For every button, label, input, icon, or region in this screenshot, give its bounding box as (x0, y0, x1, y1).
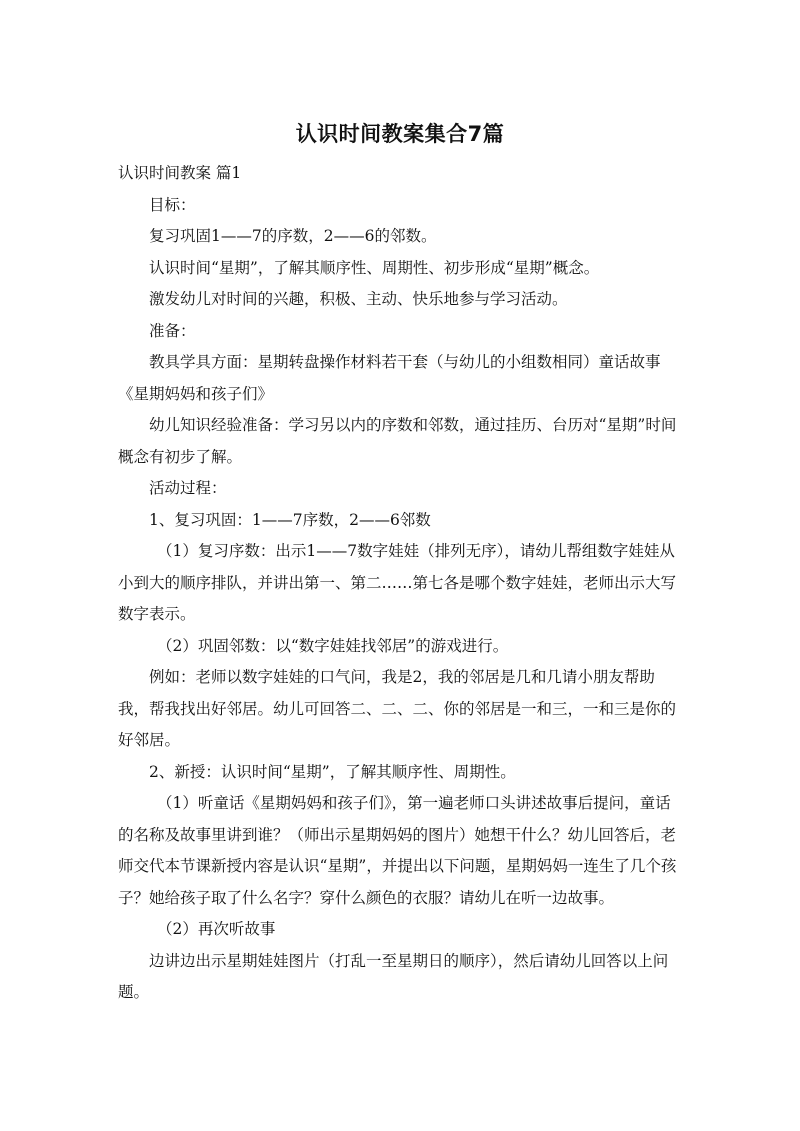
paragraph: 认识时间“星期”，了解其顺序性、周期性、初步形成“星期”概念。 (149, 258, 600, 277)
paragraph: 活动过程： (149, 479, 227, 497)
section-heading: 认识时间教案 篇1 (118, 164, 242, 182)
paragraph: 边讲边出示星期娃娃图片（打乱一至星期日的顺序），然后请幼儿回答以上问题。 (118, 951, 669, 1001)
paragraph: （1）听童话《星期妈妈和孩子们》，第一遍老师口头讲述故事后提问，童话的名称及故事里讲到谁？（师出示星期妈妈的图片）她想干什么？幼儿回答后，老师交代本节课新授内容是认识“星期”，并提出以下问题，星期妈妈一连生了几个孩子？她给孩子取了什么名字？穿什么颜色的衣服？请幼儿在听一边故事。 (118, 794, 677, 907)
document-body (118, 158, 678, 1009)
paragraph: 目标： (149, 195, 196, 214)
paragraph: 幼儿知识经验准备：学习另以内的序数和邻数，通过挂历、台历对“星期”时间概念有初步了解。 (118, 416, 677, 466)
paragraph: 激发幼儿对时间的兴趣，积极、主动、快乐地参与学习活动。 (149, 290, 568, 308)
paragraph: （2）再次听故事 (157, 920, 276, 938)
paragraph: （1）复习序数：出示1——7数字娃娃（排列无序），请幼儿帮组数字娃娃从小到大的顺序排队，并讲出第一、第二……第七各是哪个数字娃娃，老师出示大写数字表示。 (118, 542, 677, 623)
paragraph: 1、复习巩固：1——7序数，2——6邻数 (149, 510, 431, 529)
paragraph: 2、新授：认识时间“星期”，了解其顺序性、周期性。 (149, 762, 516, 781)
paragraph: （2）巩固邻数：以“数字娃娃找邻居”的游戏进行。 (157, 636, 509, 655)
paragraph: 准备： (149, 321, 196, 340)
paragraph: 例如：老师以数字娃娃的口气问，我是2，我的邻居是几和几请小朋友帮助我，帮我找出好邻居。幼儿可回答二、二、二、你的邻居是一和三，一和三是你的好邻居。 (118, 668, 677, 749)
document-title: 认识时间教案集合7篇 (295, 122, 505, 146)
paragraph: 复习巩固1——7的序数，2——6的邻数。 (149, 227, 437, 245)
paragraph: 教具学具方面：星期转盘操作材料若干套（与幼儿的小组数相同）童话故事《星期妈妈和孩子们》 (118, 353, 661, 403)
